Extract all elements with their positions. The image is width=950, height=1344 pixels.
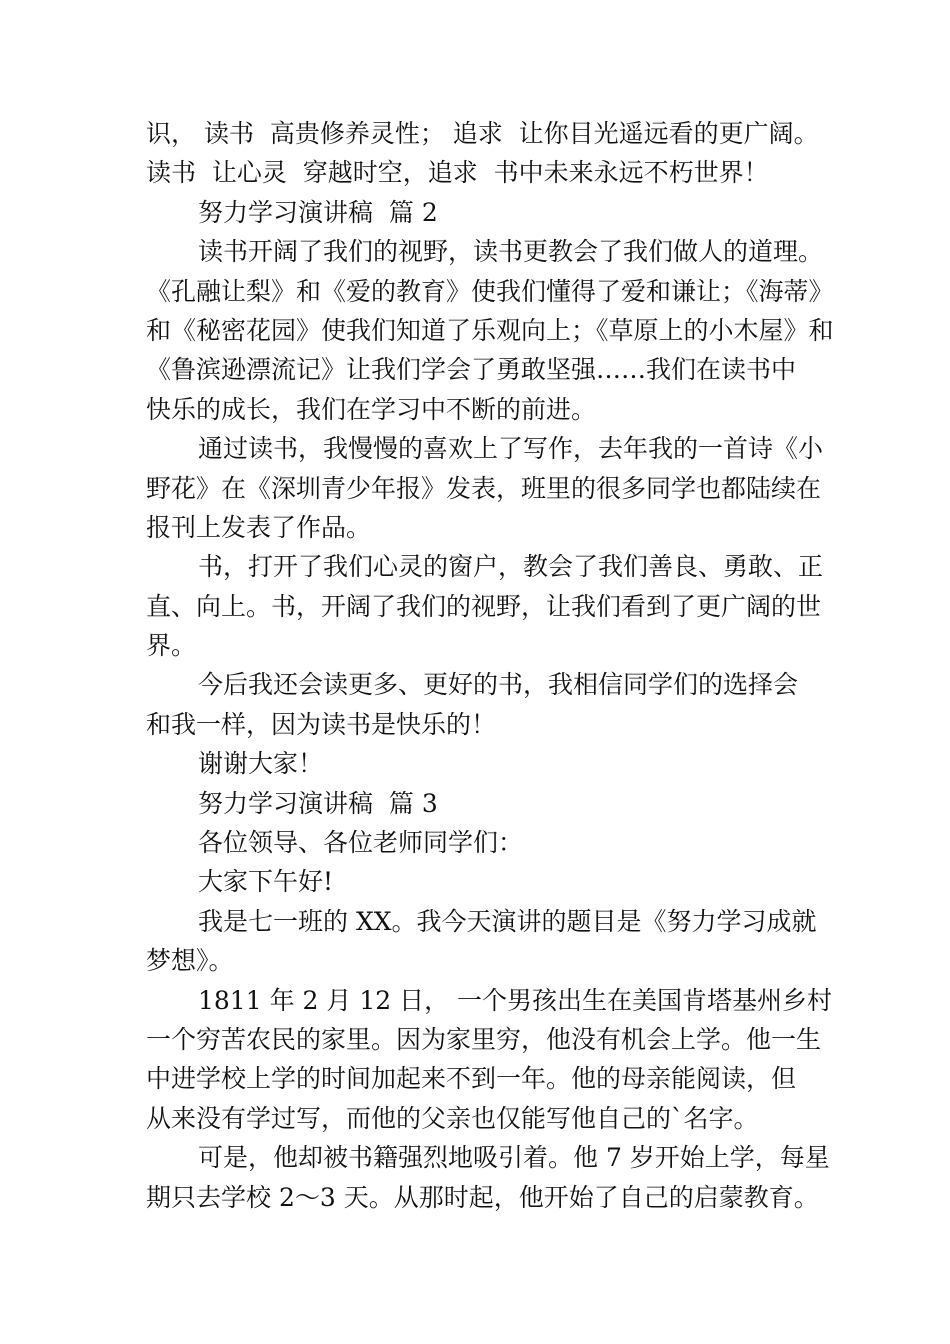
text-line: 我是七一班的 XX。我今天演讲的题目是《努力学习成就 bbox=[198, 906, 817, 936]
text-line: 一个穷苦农民的家里。因为家里穷，他没有机会上学。他一生 bbox=[146, 1024, 822, 1054]
text-line: 和我一样，因为读书是快乐的！ bbox=[146, 709, 497, 739]
text-line: 《鲁滨逊漂流记》让我们学会了勇敢坚强……我们在读书中 bbox=[146, 355, 797, 385]
section-heading: 努力学习演讲稿 篇 3 bbox=[198, 788, 438, 818]
text-line: 直、向上。书，开阔了我们的视野，让我们看到了更广阔的世 bbox=[146, 591, 822, 621]
text-line: 梦想》。 bbox=[146, 946, 234, 976]
text-line: 大家下午好! bbox=[198, 867, 334, 897]
text-line: 各位领导、各位老师同学们： bbox=[198, 828, 524, 858]
text-line: 《孔融让梨》和《爱的教育》使我们懂得了爱和谦让；《海蒂》 bbox=[146, 276, 834, 306]
text-line: 和《秘密花园》使我们知道了乐观向上；《草原上的小木屋》和 bbox=[146, 315, 834, 345]
document-body bbox=[146, 114, 834, 1217]
section-heading: 努力学习演讲稿 篇 2 bbox=[198, 197, 438, 227]
text-line: 中进学校上学的时间加起来不到一年。他的母亲能阅读，但 bbox=[146, 1064, 797, 1094]
text-line: 野花》在《深圳青少年报》发表，班里的很多同学也都陆续在 bbox=[146, 473, 822, 503]
text-line: 从来没有学过写，而他的父亲也仅能写他自己的`名字。 bbox=[146, 1103, 759, 1133]
text-line: 可是，他却被书籍强烈地吸引着。他 7 岁开始上学，每星 bbox=[198, 1143, 830, 1173]
text-line: 快乐的成长，我们在学习中不断的前进。 bbox=[146, 394, 597, 424]
text-line: 谢谢大家！ bbox=[198, 749, 324, 779]
text-line: 今后我还会读更多、更好的书，我相信同学们的选择会 bbox=[198, 670, 799, 700]
text-line: 期只去学校 2～3 天。从那时起，他开始了自己的启蒙教育。 bbox=[146, 1182, 819, 1212]
text-line: 1811 年 2 月 12 日， 一个男孩出生在美国肯塔基州乡村 bbox=[198, 985, 833, 1015]
text-line: 书，打开了我们心灵的窗户，教会了我们善良、勇敢、正 bbox=[198, 552, 824, 582]
text-line: 界。 bbox=[146, 631, 197, 661]
text-line: 读书开阔了我们的视野，读书更教会了我们做人的道理。 bbox=[198, 237, 824, 267]
text-line: 通过读书，我慢慢的喜欢上了写作，去年我的一首诗《小 bbox=[198, 434, 824, 464]
text-line: 报刊上发表了作品。 bbox=[146, 512, 372, 542]
text-line: 读书 让心灵 穿越时空，追求 书中未来永远不朽世界！ bbox=[146, 158, 769, 188]
text-line: 识， 读书 高贵修养灵性； 追求 让你目光遥远看的更广阔。 bbox=[146, 119, 819, 148]
